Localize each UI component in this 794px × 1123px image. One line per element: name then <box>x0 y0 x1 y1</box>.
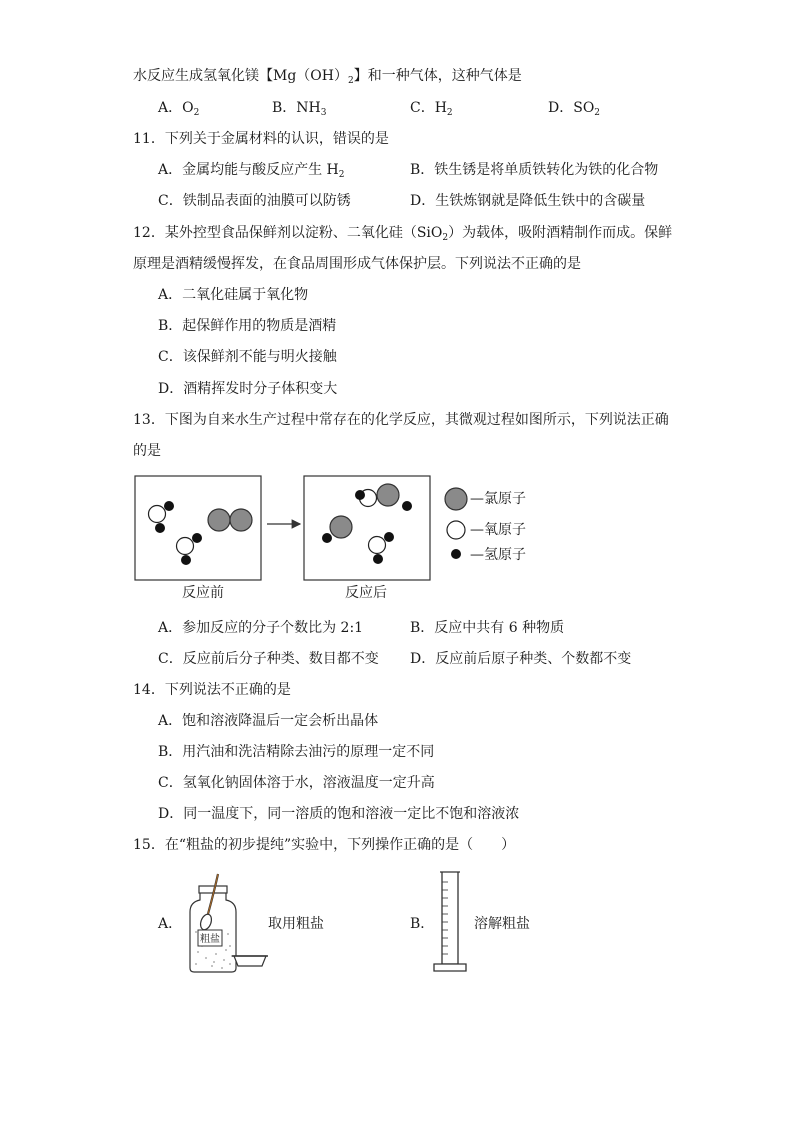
water-molecule-2 <box>177 533 203 565</box>
water-molecule-1 <box>149 501 175 533</box>
q14-stem: 14．下列说法不正确的是 <box>133 682 291 698</box>
q13-option-c[interactable]: C．反应前后分子种类、数目都不变 <box>158 651 379 667</box>
q15-option-a-text: 取用粗盐 <box>268 916 324 932</box>
q14-option-c[interactable]: C．氢氧化钠固体溶于水，溶液温度一定升高 <box>158 775 435 791</box>
q11-stem: 11．下列关于金属材料的认识，错误的是 <box>133 131 389 147</box>
salt-jar-spoon-illustration <box>178 872 270 976</box>
q10-option-c[interactable]: C．$H_2$ <box>410 100 453 118</box>
oxygen-atom-icon <box>447 521 465 539</box>
legend-hydrogen <box>451 549 461 559</box>
hclo-molecule <box>355 484 412 511</box>
q15-stem: 15．在“粗盐的初步提纯”实验中，下列操作正确的是（ ） <box>133 837 516 853</box>
q12-option-b[interactable]: B．起保鲜作用的物质是酒精 <box>158 318 337 334</box>
q11-option-d[interactable]: D．生铁炼钢就是降低生铁中的含碳量 <box>410 193 646 209</box>
caption-before: 反应前 <box>182 585 224 601</box>
hydrogen-atom-icon <box>451 549 461 559</box>
q15-option-b-label[interactable]: B． <box>410 916 435 932</box>
cylinder-icon <box>442 872 458 964</box>
q12-option-a[interactable]: A．二氧化硅属于氧化物 <box>158 287 309 303</box>
q13-option-a[interactable]: A．参加反应的分子个数比为 2:1 <box>158 620 364 636</box>
hcl-molecule <box>322 516 352 543</box>
caption-after: 反应后 <box>345 585 387 601</box>
legend-label-oxygen: —氧原子 <box>470 522 526 538</box>
water-molecule-after <box>369 532 395 564</box>
q15-option-a-label[interactable]: A． <box>158 916 183 932</box>
legend-label-chlorine: —氯原子 <box>470 491 526 507</box>
cylinder-base <box>434 964 466 971</box>
q14-option-d[interactable]: D．同一温度下，同一溶质的饱和溶液一定比不饱和溶液浓 <box>158 806 520 822</box>
q13-option-d[interactable]: D．反应前后原子种类、个数都不变 <box>410 651 632 667</box>
jar-label: 粗盐 <box>200 934 220 945</box>
q11-option-c[interactable]: C．铁制品表面的油膜可以防锈 <box>158 193 351 209</box>
graduated-cylinder-illustration <box>430 868 470 976</box>
q12-stem-line2: 原理是酒精缓慢挥发，在食品周围形成气体保护层。下列说法不正确的是 <box>133 256 581 272</box>
legend-label-hydrogen: —氢原子 <box>470 547 526 563</box>
q12-stem-line1: 12．某外控型食品保鲜剂以淀粉、二氧化硅（SiO$_2$）为载体，吸附酒精制作而成。保鲜 <box>133 225 673 243</box>
q13-stem-line2: 的是 <box>133 443 161 459</box>
q14-option-a[interactable]: A．饱和溶液降温后一定会析出晶体 <box>158 713 379 729</box>
legend-oxygen <box>447 521 465 539</box>
q11-option-b[interactable]: B．铁生锈是将单质铁转化为铁的化合物 <box>410 162 659 178</box>
q12-option-c[interactable]: C．该保鲜剂不能与明火接触 <box>158 349 337 365</box>
q15-option-b-text: 溶解粗盐 <box>474 916 530 932</box>
q11-option-a[interactable]: A．金属均能与酸反应产生 $H_2$ <box>158 162 345 180</box>
chlorine-atom-icon <box>445 488 467 510</box>
q14-option-b[interactable]: B．用汽油和洗洁精除去油污的原理一定不同 <box>158 744 435 760</box>
q12-option-d[interactable]: D．酒精挥发时分子体积变大 <box>158 381 338 397</box>
chlorine-molecule <box>208 509 252 531</box>
q13-option-b[interactable]: B．反应中共有 6 种物质 <box>410 620 565 636</box>
dish-icon <box>234 956 266 966</box>
q10-option-d[interactable]: D．$SO_2$ <box>548 100 601 118</box>
legend-chlorine <box>445 488 467 510</box>
q10-option-b[interactable]: B．$NH_3$ <box>272 100 327 118</box>
q10-option-a[interactable]: A．$O_2$ <box>158 100 200 118</box>
q13-stem-line1: 13．下图为自来水生产过程中常存在的化学反应，其微观过程如图所示，下列说法正确 <box>133 412 669 428</box>
q10-stem-tail: 水反应生成氢氧化镁【$Mg(OH)_2$】和一种气体，这种气体是 <box>133 68 522 86</box>
